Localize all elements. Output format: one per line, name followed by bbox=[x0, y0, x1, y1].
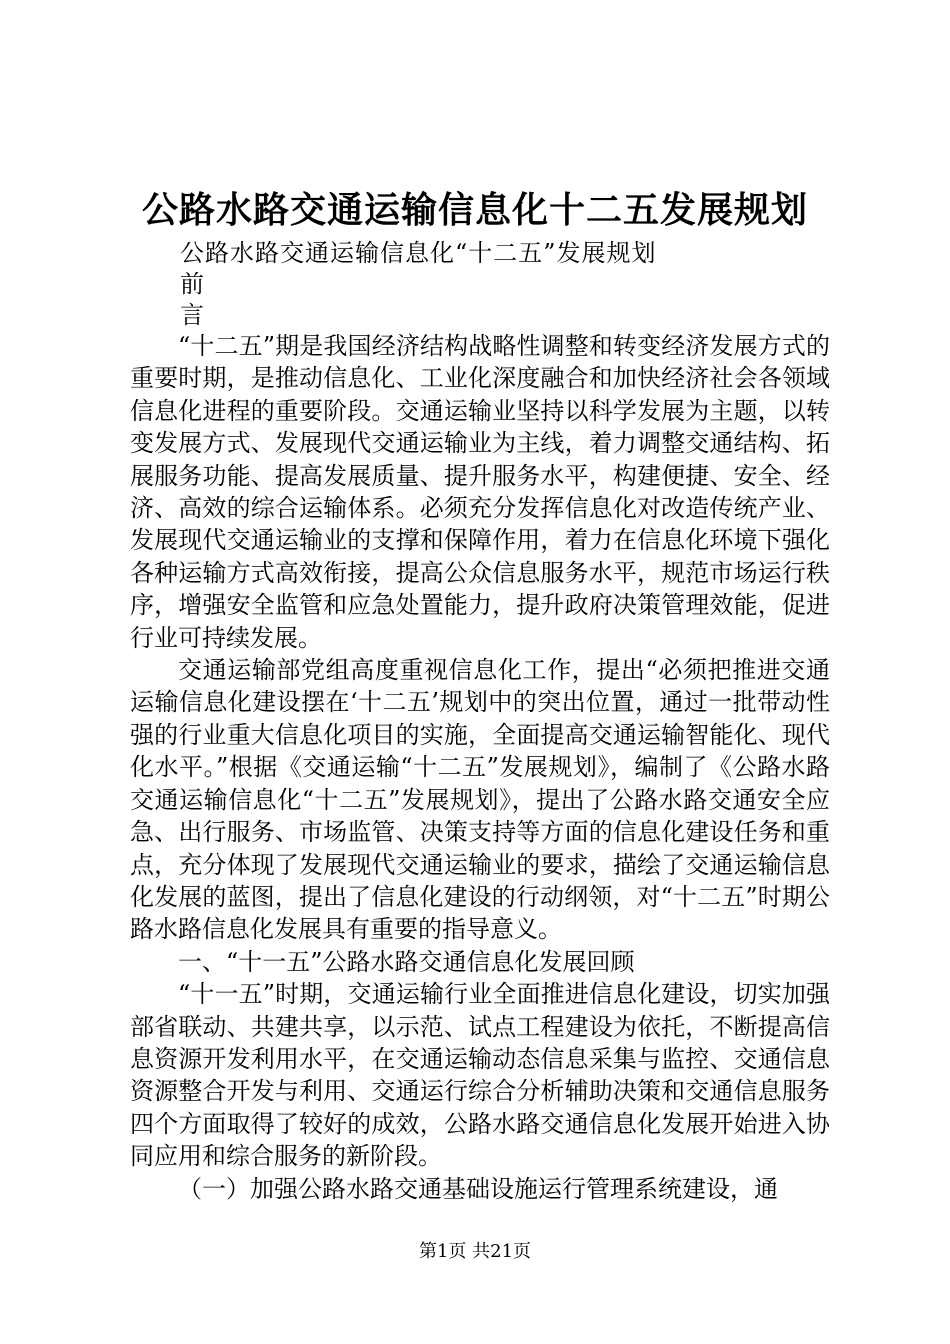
section-heading-review: 一、“十一五”公路水路交通信息化发展回顾 bbox=[178, 947, 635, 976]
preface-heading-char-1: 前 bbox=[180, 270, 205, 298]
paragraph-ministry: 交通运输部党组高度重视信息化工作，提出“必须把推进交通运输信息化建设摆在‘十二五’规划中的突出位置，通过一批带动性强的行业重大信息化项目的实施，全面提高交通运输智能化、现代化水平。”根据《交通运输“十二五”发展规划》，编制了《公路水路交通运输信息化“十二五”发展规划》，提出了公路水路交通安全应急、出行服务、市场监管、决策支持等方面的信息化建设任务和重点，充分体现了发展现代交通运输业的要求，描绘了交通运输信息化发展的蓝图，提出了信息化建设的行动纲领，对“十二五”时期公路水路信息化发展具有重要的指导意义。 bbox=[130, 656, 830, 944]
preface-heading-char-2: 言 bbox=[180, 301, 205, 329]
paragraph-subsection-1: （一）加强公路水路交通基础设施运行管理系统建设，通 bbox=[178, 1174, 778, 1203]
paragraph-intro: “十二五”期是我国经济结构战略性调整和转变经济发展方式的重要时期，是推动信息化、工业化深度融合和加快经济社会各领域信息化进程的重要阶段。交通运输业坚持以科学发展为主题，以转变发展方式、发展现代交通运输业为主线，着力调整交通结构、拓展服务功能、提高发展质量、提升服务水平，构建便捷、安全、经济、高效的综合运输体系。必须充分发挥信息化对改造传统产业、发展现代交通运输业的支撑和保障作用，着力在信息化环境下强化各种运输方式高效衔接，提高公众信息服务水平，规范市场运行秩序，增强安全监管和应急处置能力，提升政府决策管理效能，促进行业可持续发展。 bbox=[130, 332, 830, 652]
document-body bbox=[130, 330, 830, 1205]
page-number-footer: 第1页 共21页 bbox=[418, 1241, 532, 1262]
document-subtitle: 公路水路交通运输信息化“十二五”发展规划 bbox=[180, 239, 657, 267]
paragraph-review: “十一五”时期，交通运输行业全面推进信息化建设，切实加强部省联动、共建共享，以示范、试点工程建设为依托，不断提高信息资源开发利用水平，在交通运输动态信息采集与监控、交通信息资源整合开发与利用、交通运行综合分析辅助决策和交通信息服务四个方面取得了较好的成效，公路水路交通信息化发展开始进入协同应用和综合服务的新阶段。 bbox=[130, 980, 830, 1171]
document-title: 公路水路交通运输信息化十二五发展规划 bbox=[141, 189, 808, 231]
